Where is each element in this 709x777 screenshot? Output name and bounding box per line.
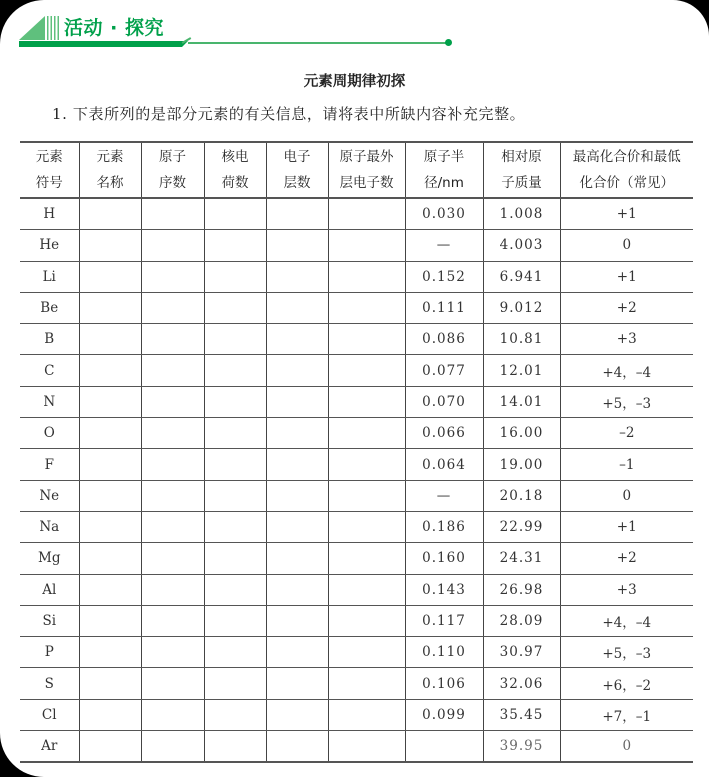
symbol-cell: Li [20,261,79,292]
header-line-2: 层电子数 [339,175,394,191]
nuclear-charge-cell[interactable] [204,574,266,605]
outer-electrons-cell[interactable] [328,699,405,730]
mass-cell: 20.18 [483,480,560,511]
header-radius [405,142,483,198]
outer-electrons-cell[interactable] [328,731,405,763]
mass-cell: 30.97 [483,637,560,668]
mass-cell: 35.45 [483,699,560,730]
radius-cell: — [405,480,483,511]
outer-electrons-cell[interactable] [328,230,405,261]
symbol-cell: S [20,668,79,699]
name-cell[interactable] [79,230,141,261]
mass-cell: 14.01 [483,386,560,417]
atomic-number-cell[interactable] [141,668,204,699]
radius-cell: 0.099 [405,699,483,730]
valence-cell: +7，–1 [560,699,693,730]
valence-cell: +1 [560,511,693,542]
name-cell[interactable] [79,418,141,449]
symbol-cell: He [20,230,79,261]
table-row [20,355,693,386]
nuclear-charge-cell[interactable] [204,292,266,323]
mass-cell: 28.09 [483,605,560,636]
header-nuclear-charge [204,142,266,198]
outer-electrons-cell[interactable] [328,480,405,511]
valence-cell: 0 [560,731,693,763]
name-cell[interactable] [79,292,141,323]
outer-electrons-cell[interactable] [328,261,405,292]
shells-cell[interactable] [266,261,328,292]
name-cell[interactable] [79,261,141,292]
mass-cell: 6.941 [483,261,560,292]
outer-electrons-cell[interactable] [328,386,405,417]
atomic-number-cell[interactable] [141,292,204,323]
symbol-cell: B [20,324,79,355]
radius-cell: 0.106 [405,668,483,699]
table-row [20,324,693,355]
table-row [20,198,693,230]
valence-cell: +1 [560,198,693,230]
valence-cell: +3 [560,574,693,605]
element-info-table [20,141,693,763]
name-cell[interactable] [79,480,141,511]
header-triangle-icon [19,16,45,40]
nuclear-charge-cell[interactable] [204,543,266,574]
table-row [20,668,693,699]
name-cell[interactable] [79,543,141,574]
symbol-cell: Na [20,511,79,542]
nuclear-charge-cell[interactable] [204,668,266,699]
nuclear-charge-cell[interactable] [204,605,266,636]
valence-cell: +2 [560,543,693,574]
valence-cell: 0 [560,230,693,261]
shells-cell[interactable] [266,668,328,699]
mass-cell: 10.81 [483,324,560,355]
mass-cell: 19.00 [483,449,560,480]
shells-cell[interactable] [266,230,328,261]
table-row [20,261,693,292]
valence-cell: +2 [560,292,693,323]
atomic-number-cell[interactable] [141,449,204,480]
nuclear-charge-cell[interactable] [204,355,266,386]
valence-cell: +6，–2 [560,668,693,699]
shells-cell[interactable] [266,292,328,323]
outer-electrons-cell[interactable] [328,418,405,449]
header-line-2: 符号 [35,175,63,191]
table-header-row [20,142,693,198]
header-line-1: 核电 [221,149,249,165]
symbol-cell: Be [20,292,79,323]
question-text: 1. 下表所列的是部分元素的有关信息，请将表中所缺内容补充完整。 [52,105,526,123]
outer-electrons-cell[interactable] [328,511,405,542]
header-rule-line [188,42,448,44]
table-row [20,292,693,323]
valence-cell: +5，–3 [560,637,693,668]
header-line-1: 相对原 [501,149,542,165]
shells-cell[interactable] [266,198,328,230]
symbol-cell: H [20,198,79,230]
atomic-number-cell[interactable] [141,418,204,449]
table-row [20,699,693,730]
outer-electrons-cell[interactable] [328,605,405,636]
outer-electrons-cell[interactable] [328,637,405,668]
valence-cell: +3 [560,324,693,355]
name-cell[interactable] [79,605,141,636]
radius-cell: 0.143 [405,574,483,605]
outer-electrons-cell[interactable] [328,292,405,323]
nuclear-charge-cell[interactable] [204,261,266,292]
table-row [20,511,693,542]
name-cell[interactable] [79,386,141,417]
valence-cell: +4，–4 [560,355,693,386]
header-underline-bar [19,41,182,47]
shells-cell[interactable] [266,386,328,417]
header-line-2: 名称 [96,175,124,191]
atomic-number-cell[interactable] [141,198,204,230]
shells-cell[interactable] [266,449,328,480]
shells-cell[interactable] [266,480,328,511]
header-mass [483,142,560,198]
header-stripes-icon [47,16,61,40]
name-cell[interactable] [79,324,141,355]
nuclear-charge-cell[interactable] [204,637,266,668]
table-row [20,449,693,480]
radius-cell: 0.077 [405,355,483,386]
atomic-number-cell[interactable] [141,230,204,261]
table-row [20,418,693,449]
symbol-cell: Ar [20,731,79,763]
symbol-cell: Mg [20,543,79,574]
header-line-2: 径/nm [424,175,464,191]
atomic-number-cell[interactable] [141,605,204,636]
atomic-number-cell[interactable] [141,731,204,763]
name-cell[interactable] [79,449,141,480]
shells-cell[interactable] [266,355,328,386]
valence-cell: +4，–4 [560,605,693,636]
header-line-1: 元素 [35,149,63,165]
name-cell[interactable] [79,699,141,730]
header-line-2: 子质量 [501,175,542,191]
section-header [0,0,709,56]
nuclear-charge-cell[interactable] [204,449,266,480]
header-line-1: 最高化合价和最低 [572,149,681,165]
shells-cell[interactable] [266,699,328,730]
shells-cell[interactable] [266,605,328,636]
name-cell[interactable] [79,731,141,763]
mass-cell: 9.012 [483,292,560,323]
section-title: 活动 · 探究 [64,17,164,39]
header-line-2: 化合价（常见） [579,175,674,191]
mass-cell: 22.99 [483,511,560,542]
header-symbol [20,142,79,198]
header-outer-electrons [328,142,405,198]
radius-cell: 0.066 [405,418,483,449]
atomic-number-cell[interactable] [141,261,204,292]
radius-cell: 0.111 [405,292,483,323]
table-row [20,637,693,668]
atomic-number-cell[interactable] [141,511,204,542]
outer-electrons-cell[interactable] [328,449,405,480]
table-row [20,574,693,605]
radius-cell: 0.160 [405,543,483,574]
radius-cell [405,731,483,763]
symbol-cell: Si [20,605,79,636]
name-cell[interactable] [79,511,141,542]
atomic-number-cell[interactable] [141,543,204,574]
atomic-number-cell[interactable] [141,699,204,730]
header-line-2: 荷数 [221,175,249,191]
outer-electrons-cell[interactable] [328,324,405,355]
name-cell[interactable] [79,668,141,699]
radius-cell: 0.110 [405,637,483,668]
header-valence [560,142,693,198]
symbol-cell: F [20,449,79,480]
header-line-1: 原子最外 [339,149,394,165]
nuclear-charge-cell[interactable] [204,230,266,261]
header-name [79,142,141,198]
mass-cell: 12.01 [483,355,560,386]
symbol-cell: P [20,637,79,668]
outer-electrons-cell[interactable] [328,198,405,230]
table-row [20,230,693,261]
shells-cell[interactable] [266,418,328,449]
header-line-2: 序数 [159,175,186,191]
table-row [20,480,693,511]
header-shells [266,142,328,198]
valence-cell: –2 [560,418,693,449]
nuclear-charge-cell[interactable] [204,731,266,763]
table-row [20,386,693,417]
radius-cell: 0.070 [405,386,483,417]
atomic-number-cell[interactable] [141,386,204,417]
radius-cell: 0.117 [405,605,483,636]
table-body [20,198,693,762]
name-cell[interactable] [79,198,141,230]
valence-cell: 0 [560,480,693,511]
outer-electrons-cell[interactable] [328,668,405,699]
shells-cell[interactable] [266,637,328,668]
mass-cell: 24.31 [483,543,560,574]
outer-electrons-cell[interactable] [328,574,405,605]
radius-cell: 0.030 [405,198,483,230]
mass-cell: 39.95 [483,731,560,763]
nuclear-charge-cell[interactable] [204,198,266,230]
shells-cell[interactable] [266,574,328,605]
atomic-number-cell[interactable] [141,637,204,668]
valence-cell: +5，–3 [560,386,693,417]
outer-electrons-cell[interactable] [328,543,405,574]
nuclear-charge-cell[interactable] [204,511,266,542]
symbol-cell: C [20,355,79,386]
header-atomic-number [141,142,204,198]
radius-cell: 0.186 [405,511,483,542]
mass-cell: 1.008 [483,198,560,230]
name-cell[interactable] [79,637,141,668]
symbol-cell: O [20,418,79,449]
valence-cell: –1 [560,449,693,480]
table-row [20,731,693,763]
nuclear-charge-cell[interactable] [204,418,266,449]
atomic-number-cell[interactable] [141,480,204,511]
header-line-2: 层数 [283,175,311,191]
header-line-1: 元素 [96,149,124,165]
symbol-cell: Cl [20,699,79,730]
shells-cell[interactable] [266,731,328,763]
table-row [20,543,693,574]
radius-cell: — [405,230,483,261]
radius-cell: 0.152 [405,261,483,292]
nuclear-charge-cell[interactable] [204,324,266,355]
valence-cell: +1 [560,261,693,292]
symbol-cell: N [20,386,79,417]
symbol-cell: Al [20,574,79,605]
mass-cell: 4.003 [483,230,560,261]
header-line-1: 原子半 [423,149,465,165]
header-rule-dot-icon [445,39,452,46]
outer-electrons-cell[interactable] [328,355,405,386]
mass-cell: 26.98 [483,574,560,605]
mass-cell: 16.00 [483,418,560,449]
table-row [20,605,693,636]
nuclear-charge-cell[interactable] [204,480,266,511]
nuclear-charge-cell[interactable] [204,386,266,417]
shells-cell[interactable] [266,511,328,542]
radius-cell: 0.064 [405,449,483,480]
radius-cell: 0.086 [405,324,483,355]
document-title: 元素周期律初探 [303,73,406,90]
atomic-number-cell[interactable] [141,324,204,355]
nuclear-charge-cell[interactable] [204,699,266,730]
shells-cell[interactable] [266,324,328,355]
atomic-number-cell[interactable] [141,574,204,605]
header-line-1: 电子 [283,149,311,165]
name-cell[interactable] [79,355,141,386]
atomic-number-cell[interactable] [141,355,204,386]
name-cell[interactable] [79,574,141,605]
shells-cell[interactable] [266,543,328,574]
mass-cell: 32.06 [483,668,560,699]
header-line-1: 原子 [159,149,186,165]
symbol-cell: Ne [20,480,79,511]
